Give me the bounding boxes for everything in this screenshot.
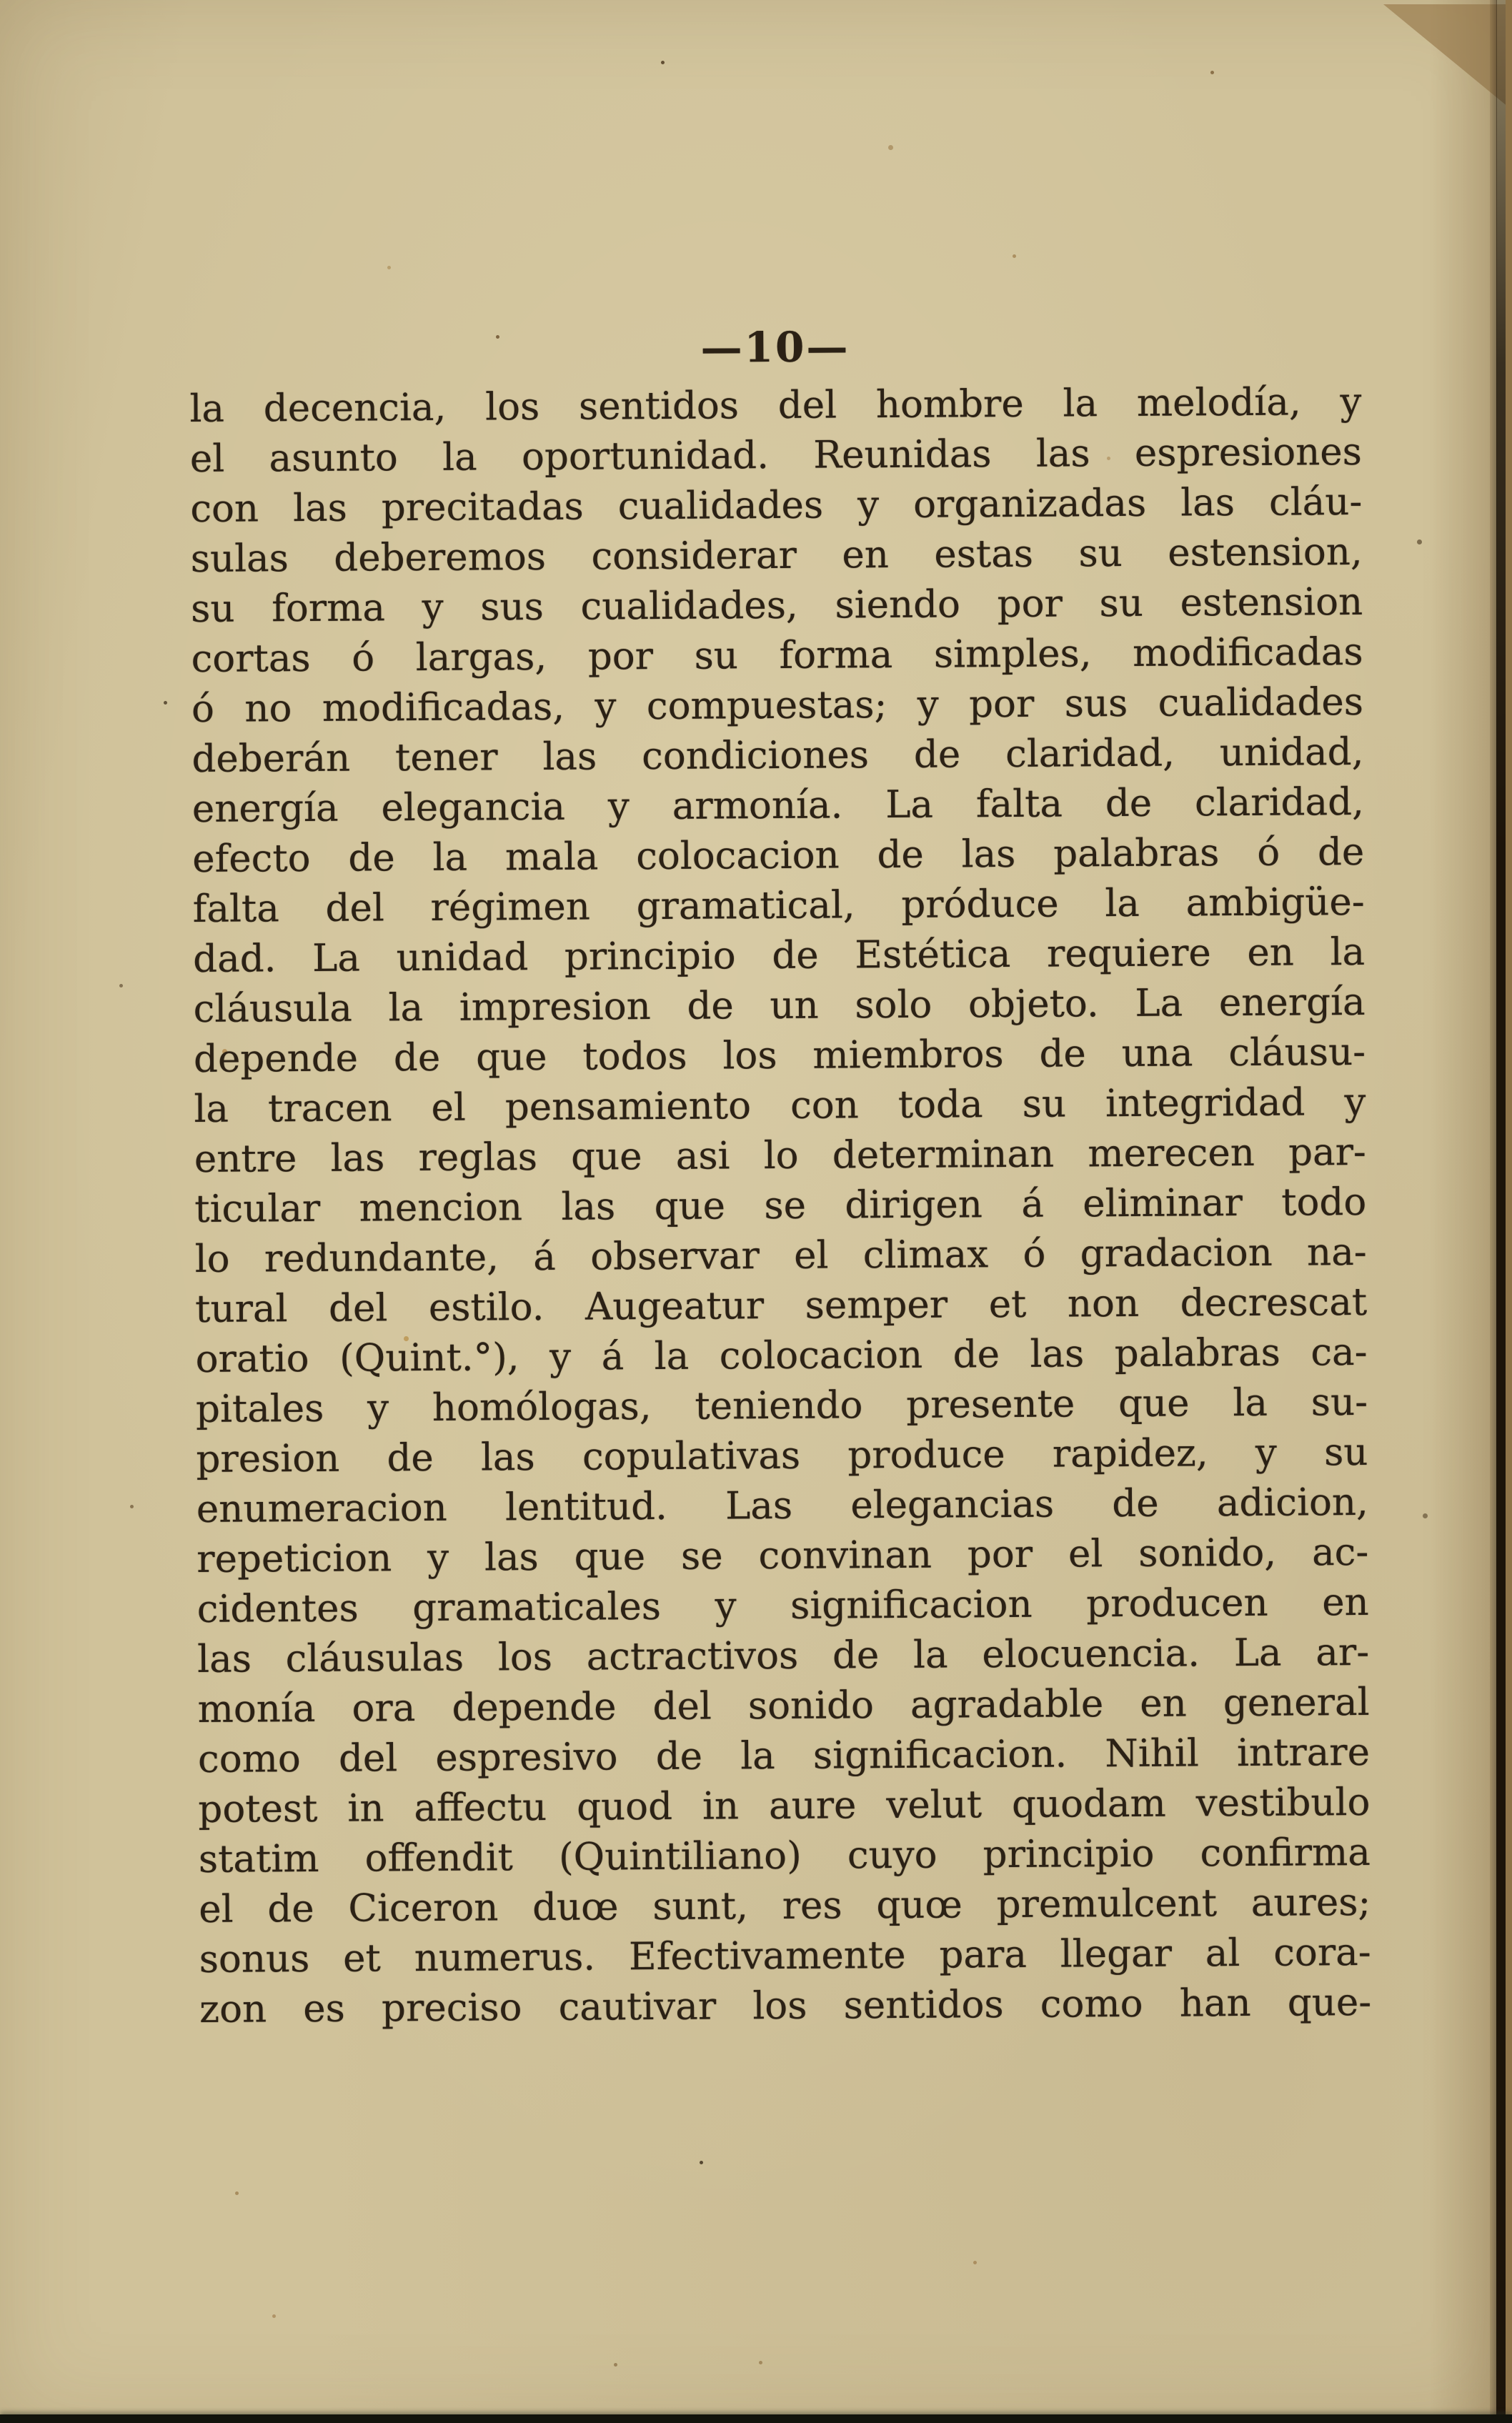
text-line: ticular mencion las que se dirigen á eliminar todo bbox=[194, 1180, 1367, 1231]
page-curl-shadow bbox=[1429, 0, 1490, 2423]
text-line: enumeracion lentitud. Las elegancias de adicion, bbox=[196, 1480, 1369, 1531]
text-line: zon es preciso cautivar los sentidos como han que- bbox=[199, 1980, 1372, 2031]
text-line: entre las reglas que asi lo determinan merecen par- bbox=[194, 1130, 1367, 1181]
text-line: cidentes gramaticales y significacion producen en bbox=[197, 1580, 1369, 1631]
text-line: ó no modificadas, y compuestas; y por sus cualidades bbox=[191, 680, 1364, 731]
text-line: oratio (Quint.°), y á la colocacion de las palabras ca- bbox=[195, 1330, 1368, 1381]
text-line: el asunto la oportunidad. Reunidas las espresiones bbox=[189, 429, 1363, 481]
text-line: el de Ciceron duœ sunt, res quœ premulcent aures; bbox=[199, 1880, 1371, 1931]
book-edge bbox=[1506, 0, 1512, 2423]
text-line: statim offendit (Quintiliano) cuyo principio confirma bbox=[198, 1830, 1371, 1881]
text-line: efecto de la mala colocacion de las palabras ó de bbox=[192, 830, 1365, 881]
page-content bbox=[187, 0, 1374, 2423]
text-line: monía ora depende del sonido agradable en general bbox=[197, 1680, 1370, 1731]
body-text bbox=[189, 377, 1371, 2035]
text-line: tural del estilo. Augeatur semper et non decrescat bbox=[194, 1280, 1368, 1331]
text-line: la decencia, los sentidos del hombre la melodía, y bbox=[189, 379, 1362, 431]
text-line: las cláusulas los actractivos de la elocuencia. La ar- bbox=[197, 1630, 1370, 1681]
text-line: su forma y sus cualidades, siendo por su estension bbox=[191, 579, 1363, 631]
text-line: deberán tener las condiciones de claridad, unidad, bbox=[192, 730, 1364, 781]
scan-bottom-edge bbox=[0, 2414, 1512, 2423]
text-line: cláusula la impresion de un solo objeto. La energía bbox=[193, 980, 1366, 1031]
text-line: potest in affectu quod in aure velut quodam vestibulo bbox=[198, 1780, 1371, 1831]
text-line: sonus et numerus. Efectivamente para llegar al cora- bbox=[199, 1930, 1371, 1981]
text-line: repeticion y las que se convinan por el sonido, ac- bbox=[197, 1530, 1369, 1581]
text-line: como del espresivo de la significacion. Nihil intrare bbox=[197, 1730, 1371, 1781]
page-number: —10— bbox=[700, 322, 850, 372]
text-line: con las precitadas cualidades y organizadas las cláu- bbox=[190, 479, 1363, 531]
text-line: depende de que todos los miembros de una cláusu- bbox=[193, 1030, 1366, 1081]
text-line: presion de las copulativas produce rapidez, y su bbox=[196, 1430, 1368, 1481]
text-line: falta del régimen gramatical, próduce la ambigüe- bbox=[192, 880, 1365, 931]
text-line: energía elegancia y armonía. La falta de claridad, bbox=[192, 780, 1365, 831]
text-line: cortas ó largas, por su forma simples, modificadas bbox=[191, 630, 1363, 681]
text-line: lo redundante, á observar el climax ó gradacion na- bbox=[194, 1230, 1367, 1281]
text-line: pitales y homólogas, teniendo presente que la su- bbox=[195, 1380, 1368, 1431]
text-line: sulas deberemos considerar en estas su estension, bbox=[190, 529, 1363, 581]
paper-specks bbox=[0, 0, 2, 2]
binding-shadow-line bbox=[1496, 0, 1506, 2423]
text-line: la tracen el pensamiento con toda su integridad y bbox=[194, 1080, 1366, 1131]
text-line: dad. La unidad principio de Estética requiere en la bbox=[192, 930, 1366, 981]
